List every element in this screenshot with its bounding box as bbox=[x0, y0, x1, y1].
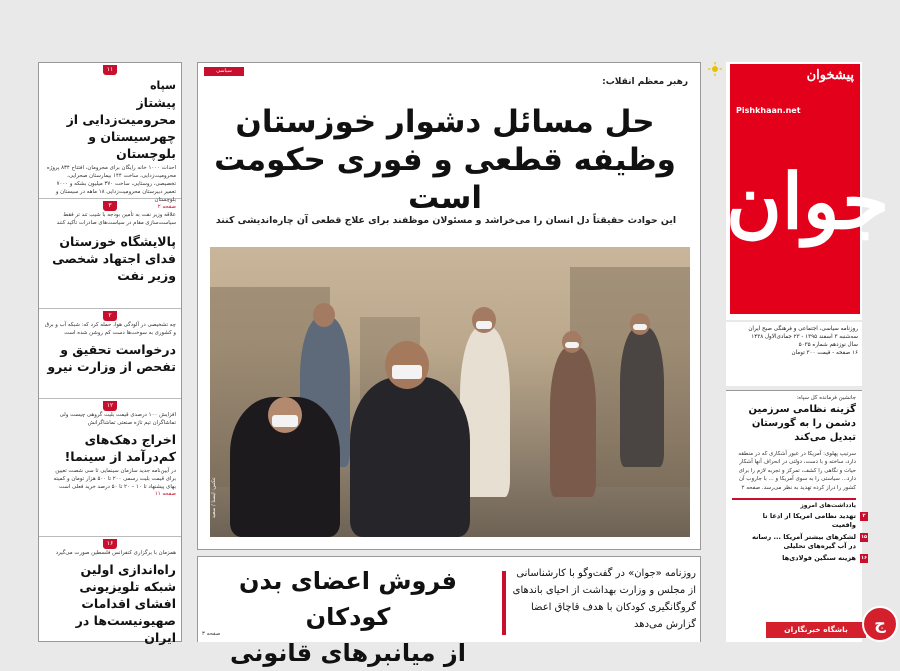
story-number-badge: ۱۲ bbox=[103, 401, 117, 411]
masthead[interactable] bbox=[726, 62, 890, 320]
left-story-headline: راه‌اندازی اولین شبکه تلویزیونی افشای اقدامات صهیونیست‌ها در ایران bbox=[75, 562, 176, 645]
left-story-summary: احداث ۱۰۰۰ خانه رایگان برای محرومان، افتتاح ۸۳۴ پروژه محرومیت‌زدایی، ساخت ۱۴۴ بیمارستان صحرایی، تخصیصی، روستایی، ساخت ۳۷۰ میلیون بشکه و ۷۰۰۰ تعمیر دبیرستان محرومیت‌زدایی ۱۸ ماهه در سیستان و بلوچستان bbox=[46, 165, 176, 203]
newspaper-logo: جوان bbox=[726, 157, 890, 246]
main-story[interactable] bbox=[197, 62, 701, 550]
note-number: ۲ bbox=[860, 512, 868, 521]
note-item[interactable]: ۱۶ هزینه سنگین فولادی‌ها bbox=[782, 554, 868, 563]
main-kicker: رهبر معظم انقلاب: bbox=[602, 77, 688, 87]
left-story-summary: در آیین‌نامه جدید سازمان سینمایی تا سی شصت تعیین برای قیمت بلیت رسمی ۲۰۰ تا ۵۰۰ هزار تومان و کمیته بهای پیشنهاد تا ۱۰ – ۲۰ تا ۵۰ درصد خرید فعلی است bbox=[53, 468, 176, 490]
bottom-story[interactable] bbox=[197, 556, 701, 667]
story-number-badge: ۱۱ bbox=[103, 65, 117, 75]
right-side-story[interactable] bbox=[726, 390, 868, 642]
watermark-badge bbox=[766, 606, 900, 642]
left-story-headline: پالایشگاه خوزستان فدای اجتهاد شخصی وزیر نفت bbox=[52, 234, 176, 283]
left-story-headline: درخواست تحقیق و تفحص از وزارت نیرو bbox=[47, 342, 176, 374]
left-story-lead: همزمان با برگزاری کنفرانس فلسطین صورت می‌گیرد bbox=[55, 550, 176, 556]
watermark-logo-icon: ج bbox=[862, 606, 898, 642]
pishkhaan-script: پیشخوان bbox=[806, 68, 854, 83]
story-number-badge: ۲ bbox=[103, 311, 117, 321]
notes-title: یادداشت‌های امروز bbox=[732, 498, 856, 509]
left-story-2[interactable] bbox=[39, 199, 181, 309]
left-story-4[interactable] bbox=[39, 399, 181, 537]
note-number: ۱۵ bbox=[860, 534, 868, 541]
sun-icon bbox=[708, 62, 722, 76]
page-reference: صفحه ۳ bbox=[202, 631, 221, 637]
main-subhead: این حوادث حقیقتاً دل انسان را می‌خراشد و مسئولان موظفند برای علاج قطعی آن چاره‌اندیشی کنند bbox=[215, 215, 677, 226]
note-item[interactable]: ۲ تهدید نظامی امریکا از ادعا تا واقعیت bbox=[744, 512, 856, 530]
watermark-label: باشگاه خبرنگاران bbox=[766, 622, 866, 638]
story-number-badge: ۳ bbox=[103, 201, 117, 211]
left-story-lead: چه تشخیصی در آلودگی هوا، حمله کرد که: شبکه آب و برق و کشوری به سوخت‌ها دست کم روشن شده است bbox=[44, 322, 176, 336]
bottom-lead: روزنامه «جوان» در گفت‌وگو با کارشناسانی از مجلس و وزارت بهداشت از احیای باندهای گروگانگیری کودکان با هدف قاچاق اعضا گزارش می‌دهد bbox=[512, 568, 696, 630]
right-story-body: سرتیپ پهلوی: آمریکا در عبور آشکاری که در منطقه دارد، ساخته و با دست، دولتی در انحراف آنها آشکار حیات و نگاهی را کشف، تمرکز و تجربه لازم را برای دارد... سیاستی را به سوی آمریکا و ... با جاروب آن کشور را دراز کرده تهدید به نظر می‌رسد. صفحه ۲ bbox=[738, 451, 856, 491]
note-item[interactable]: ۱۵ لشکرهای بیشتر آمریکا ... رسانه در آب گیره‌های تحلیلی bbox=[751, 533, 868, 551]
page-reference: صفحه ۲ bbox=[157, 204, 176, 210]
left-story-lead: افزایش ۱۰۰ درصدی قیمت بلیت گروهی چیست ولی تماشاگران تیم تازه صنعتی تماشاگرانش bbox=[59, 412, 176, 426]
red-accent-bar bbox=[502, 571, 506, 635]
left-story-kicker: سپاه bbox=[150, 79, 176, 92]
left-story-1[interactable] bbox=[39, 63, 181, 210]
note-number: ۱۶ bbox=[860, 555, 868, 562]
left-story-lead: علاقه وزیر نفت به تأمین بودجه با شیب تند تر فقط سیاست‌سازی مقام در سیاست‌های صادرات تأکید کنند bbox=[56, 212, 176, 226]
left-story-headline: اخراج دهک‌های کم‌درآمد از سینما! bbox=[64, 432, 176, 464]
photo-credit: عکس: ایسنا / سعید bbox=[211, 477, 217, 519]
page-reference: صفحه ۱۱ bbox=[154, 491, 176, 497]
bottom-headline: فروش اعضای بدن کودکان از میانبرهای قانونی bbox=[230, 567, 466, 667]
section-badge: سیاسی bbox=[204, 67, 244, 76]
masthead-info: روزنامه سیاسی، اجتماعی و فرهنگی صبح ایران سه‌شنبه ۳ اسفند ۱۳۹۵ - ۲۳ جمادی‌الاول ۱۴۳۸ سال نوزدهم شماره ۵۰۳۵ ۱۶ صفحه - قیمت ۳۰۰ تومان bbox=[726, 322, 862, 386]
left-story-3[interactable] bbox=[39, 309, 181, 399]
main-headline: حل مسائل دشوار خوزستان وظیفه قطعی و فوری حکومت است bbox=[214, 104, 676, 216]
right-story-kicker: جانشین فرمانده کل سپاه: bbox=[796, 395, 856, 401]
right-story-headline: گزینه نظامی سرزمین دشمن را به گورستان تبدیل می‌کند bbox=[748, 404, 856, 443]
story-number-badge: ۱۶ bbox=[103, 539, 117, 549]
left-column bbox=[38, 62, 182, 645]
pishkhaan-url: Pishkhaan.net bbox=[736, 106, 801, 115]
main-photo bbox=[210, 247, 690, 537]
left-story-headline: سپاه پیشتاز محرومیت‌زدایی از چهرسیستان و بلوچستان bbox=[44, 77, 176, 162]
left-story-5[interactable] bbox=[39, 537, 181, 650]
